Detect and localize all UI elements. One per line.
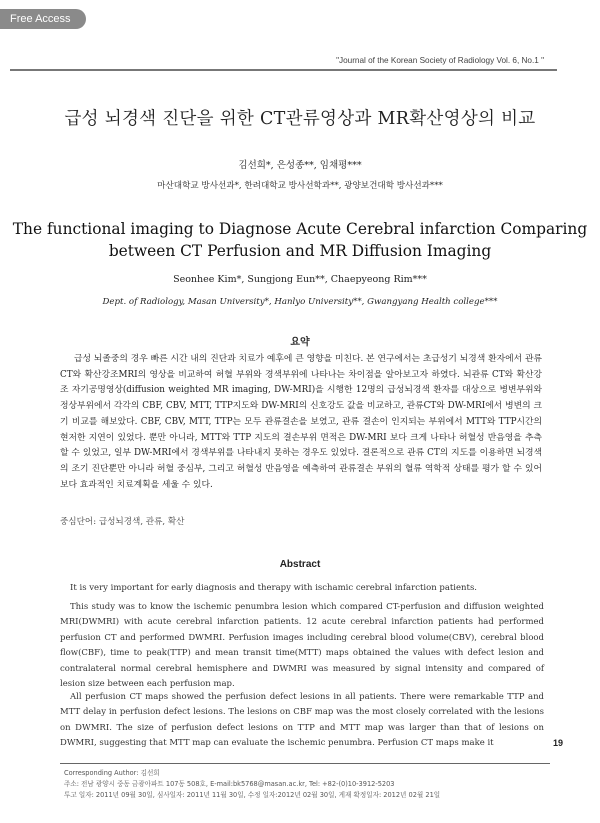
author-contact: 주소: 전남 광양시 중동 금광아파트 107동 508호, E-mail:bk5768@masan.ac.kr, Tel: +82-(0)10-3912-5203 — [64, 780, 395, 788]
korean-abstract-text: 급성 뇌졸중의 경우 빠른 시간 내의 진단과 치료가 예후에 큰 영향을 미친다. 본 연구에서는 초급성기 뇌경색 환자에서 관류CT와 확산강조MRI의 영상을 비교하여 허혈 부위와 경색부위에 나타나는 차이점을 알아보고자 하였다. 뇌관류 CT와 확산강조 자기공명영상(diffusion weighted MR imaging, DW-MRI)을 시행한 12명의 급성뇌경색 환자를 대상으로 병변부위와 정상부위에서 각각의 CBF, CBV, MTT, TTP지도와 DW-MRI의 신호강도 값을 비교하고, 관류CT와 DW-MRI에서 병변의 크기 비교를 해보았다. CBF, CBV, MTT, TTP는 모두 관류결손을 보였고, 관류 결손이 인지되는 부위에서 MTT와 TTP시간의 현저한 지연이 있었다. 뿐만 아니라, MTT와 TTP 지도의 결손부위 면적은 DW-MRI 보다 크게 나타나 허혈성 반음영을 추측할 수 있었고, 일부 DW-MRI에서 경색부위를 나타내지 못하는 경우도 있었다. 결론적으로 관류 CT의 지도를 이용하면 뇌경색의 조기 진단뿐만 아니라 허혈 중심부, 그리고 허혈성 반음영을 예측하여 관류결손 부위의 혈류 역학적 상태를 평가 할 수 있어 보다 효과적인 치료계획을 세울 수 있다. — [60, 354, 542, 490]
abstract-heading: Abstract — [279, 559, 321, 570]
journal-header: "Journal of the Korean Society of Radiology Vol. 6, No.1 " — [336, 56, 544, 65]
abstract-paragraph-2: This study was to know the ischemic penumbra lesion which compared CT-perfusion and diffusion weighted MRI(DWMRI) with acute cerebral infarction patients. 12 acute cerebral infarction patients had performed perfusion CT and performed DWMRI. Perfusion images including cerebral blood volume(CBV), cerebral blood flow(CBF), time to peak(TTP) and mean transit time(MTT) maps obtained the values with defect lesion and contralateral normal cerebral hemisphere and DWMRI was measured by signal intensity and compared of lesion size between each perfusion map. — [60, 602, 544, 690]
corresponding-author: Corresponding Author: 김선희 — [64, 769, 160, 777]
abstract-paragraph-1: It is very important for early diagnosis and therapy with ischamic cerebral infarction patients. — [70, 583, 478, 593]
korean-authors: 김선희*, 은성종**, 임채평*** — [238, 160, 362, 171]
abstract-paragraph-3: All perfusion CT maps showed the perfusion defect lesions in all patients. There were remarkable TTP and MTT delay in perfusion defect lesions. The lesions on CBF map was the most closely correlated with the lesions on DWMRI. The size of perfusion defect lesions on TTP and MTT map was larger than that of lesions on DWMRI, suggesting that MTT map can evaluate the ischemic penumbra. Perfusion CT maps make it — [60, 692, 544, 749]
english-title-line2: between CT Perfusion and MR Diffusion Imaging — [108, 242, 492, 260]
free-access-badge: Free Access — [0, 9, 86, 29]
korean-title: 급성 뇌경색 진단을 위한 CT관류영상과 MR확산영상의 비교 — [64, 109, 536, 129]
korean-keywords: 중심단어: 급성뇌경색, 관류, 확산 — [60, 517, 185, 527]
footer-rule — [60, 763, 550, 764]
english-title — [0, 218, 600, 262]
korean-affiliations: 마산대학교 방사선과*, 한려대학교 방사선학과**, 광양보건대학 방사선과*** — [157, 181, 443, 191]
english-affiliations: Dept. of Radiology, Masan University*, Hanlyo University**, Gwangyang Health college*** — [102, 297, 498, 307]
page-number: 19 — [552, 738, 563, 748]
header-rule — [10, 69, 557, 71]
korean-abstract-heading: 요약 — [290, 337, 310, 348]
english-title-line1: The functional imaging to Diagnose Acute Cerebral infarction Comparing — [12, 220, 588, 238]
submission-dates: 투고 일자: 2011년 09월 30일, 심사일자: 2011년 11월 30일, 수정 일자:2012년 02월 30일, 게재 확정일자: 2012년 02월 21일 — [64, 791, 441, 799]
english-authors: Seonhee Kim*, Sungjong Eun**, Chaepyeong Rim*** — [173, 274, 427, 285]
